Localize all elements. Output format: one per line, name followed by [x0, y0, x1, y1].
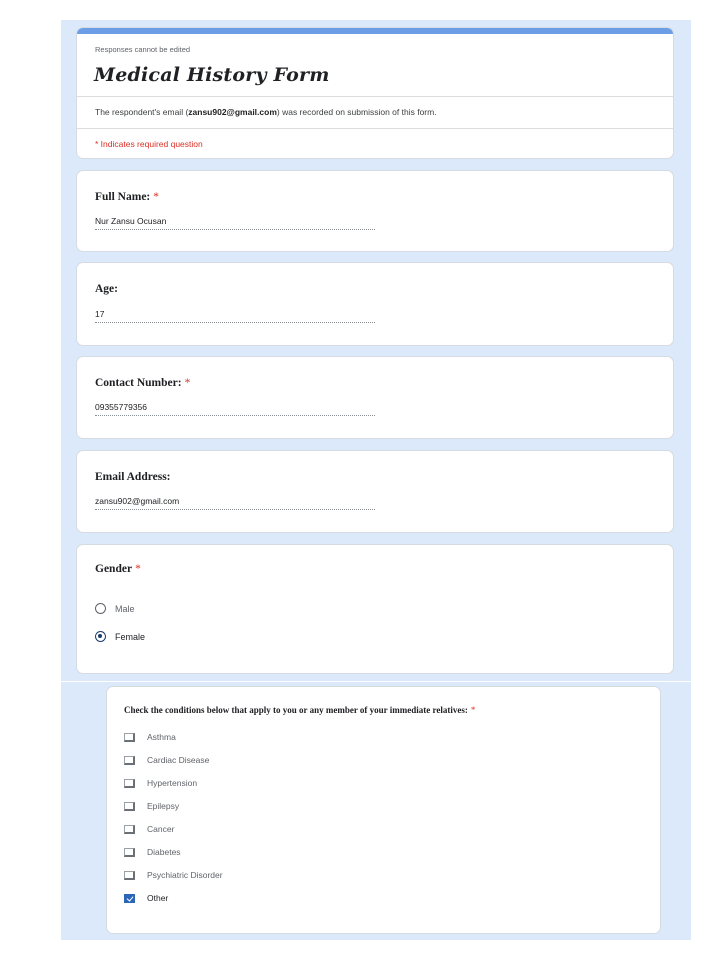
- question-card-email-address: [76, 450, 674, 533]
- option-label: Psychiatric Disorder: [147, 870, 223, 880]
- header-divider: [77, 128, 673, 129]
- question-card-conditions: [106, 686, 661, 934]
- checkbox-unchecked-icon[interactable]: [124, 779, 135, 788]
- option-label: Female: [115, 631, 146, 642]
- question-card-full-name: [76, 170, 674, 252]
- checkbox-unchecked-icon[interactable]: [124, 825, 135, 834]
- email-recorded-note: The respondent's email (zansu902@gmail.com) was recorded on submission of this form.: [95, 107, 437, 117]
- condition-option-asthma[interactable]: [124, 732, 176, 742]
- option-label: Epilepsy: [147, 801, 180, 811]
- checkbox-unchecked-icon[interactable]: [124, 756, 135, 765]
- full-name-answer: Nur Zansu Ocusan: [95, 216, 375, 230]
- question-title: Contact Number: *: [95, 377, 191, 389]
- question-title: Full Name: *: [95, 191, 160, 203]
- condition-option-cardiac-disease[interactable]: [124, 755, 209, 765]
- option-label: Asthma: [147, 732, 176, 742]
- contact-number-answer: 09355779356: [95, 402, 375, 416]
- option-label: Cancer: [147, 824, 175, 834]
- edit-notice: Responses cannot be edited: [95, 45, 191, 54]
- email-address-answer: zansu902@gmail.com: [95, 496, 375, 510]
- condition-option-cancer[interactable]: [124, 824, 174, 834]
- question-card-gender: [76, 544, 674, 674]
- respondent-email: zansu902@gmail.com: [188, 107, 277, 117]
- required-star: *: [135, 563, 141, 575]
- condition-option-diabetes[interactable]: [124, 847, 181, 857]
- radio-checked-icon[interactable]: [95, 631, 106, 642]
- gender-option-female[interactable]: [95, 631, 145, 642]
- option-label: Diabetes: [147, 847, 181, 857]
- checkbox-unchecked-icon[interactable]: [124, 848, 135, 857]
- question-card-contact-number: [76, 356, 674, 439]
- required-note: * Indicates required question: [95, 139, 203, 149]
- form-title: Medical History Form: [94, 64, 330, 86]
- required-star: *: [153, 191, 160, 203]
- gender-option-male[interactable]: [95, 603, 135, 614]
- condition-option-psychiatric-disorder[interactable]: [124, 870, 223, 880]
- question-title: Age:: [95, 283, 118, 295]
- condition-option-epilepsy[interactable]: [124, 801, 179, 811]
- option-label: Other: [147, 893, 169, 903]
- question-title: Gender *: [95, 563, 141, 575]
- question-title: Check the conditions below that apply to you or any member of your immediate relatives: *: [124, 705, 476, 715]
- option-label: Hypertension: [147, 778, 198, 788]
- checkbox-unchecked-icon[interactable]: [124, 733, 135, 742]
- required-star: *: [184, 377, 191, 389]
- age-answer: 17: [95, 309, 375, 323]
- condition-option-other[interactable]: [124, 893, 168, 903]
- header-accent-bar: [77, 28, 673, 34]
- required-star: *: [470, 705, 476, 715]
- radio-unchecked-icon[interactable]: [95, 603, 106, 614]
- condition-option-hypertension[interactable]: [124, 778, 197, 788]
- question-card-age: [76, 262, 674, 346]
- form-header-card: [76, 27, 674, 159]
- checkbox-unchecked-icon[interactable]: [124, 802, 135, 811]
- question-title: Email Address:: [95, 471, 171, 483]
- option-label: Cardiac Disease: [147, 755, 210, 765]
- option-label: Male: [115, 603, 135, 614]
- header-divider: [77, 96, 673, 97]
- checkbox-checked-icon[interactable]: [124, 894, 135, 903]
- checkbox-unchecked-icon[interactable]: [124, 871, 135, 880]
